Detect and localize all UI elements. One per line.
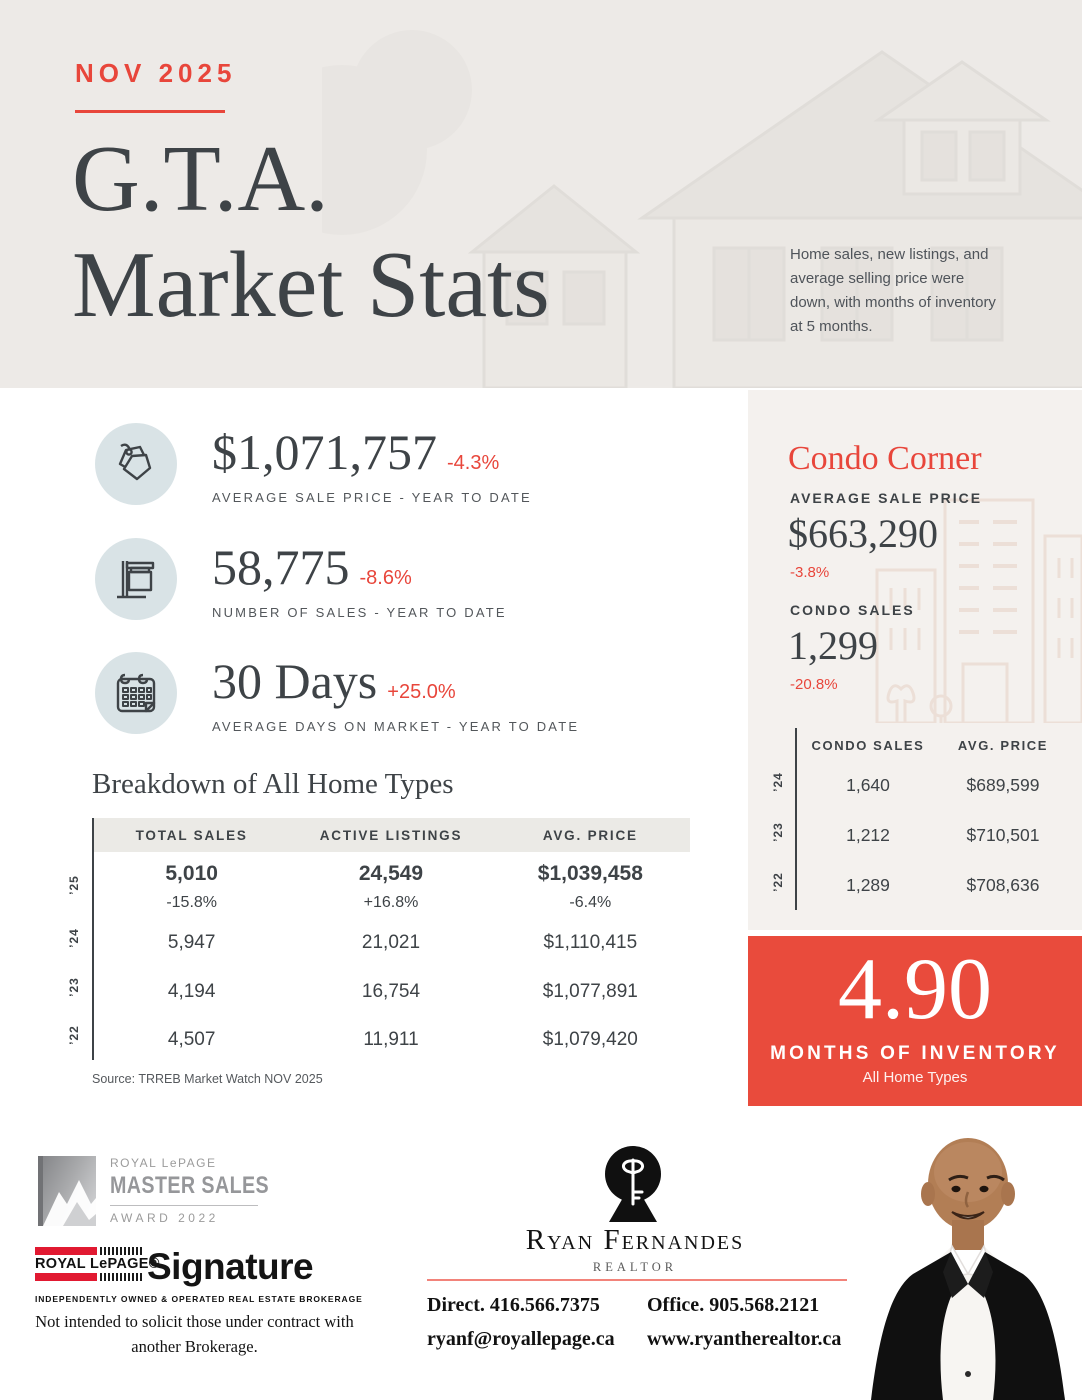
stat-change: +25.0% [387,681,456,703]
inventory-sublabel: All Home Types [862,1069,968,1086]
condo-table-row-2022 [808,875,1078,896]
issue-date: NOV 2025 [75,58,237,88]
row-year-label: ’22 [67,1025,81,1045]
stat-value: 58,775 [212,539,350,595]
row-year-label: ’24 [771,772,785,792]
cell-condo-sales: 1,289 [846,875,890,895]
table-row-2023 [92,981,690,1003]
cell-avg-price: $1,039,458 [537,862,643,885]
cell-active-listings: 16,754 [361,981,421,1002]
cell-total-sales-change: -15.8% [166,894,218,911]
column-header-condo-avg-price: AVG. PRICE [957,738,1049,753]
logo-stripe-pattern [100,1247,142,1255]
brokerage-tagline: INDEPENDENTLY OWNED & OPERATED REAL ESTATE BROKERAGE [35,1294,363,1304]
breakdown-table-header [92,818,690,852]
market-summary-text: Home sales, new listings, and average selling price were down, with months of inventory at 5 months. [790,246,996,335]
row-year-label: ’23 [67,977,81,997]
cell-condo-price: $710,501 [966,825,1040,845]
table-row-2024 [92,932,690,954]
inventory-value: 4.90 [838,941,992,1038]
condo-avg-price-change: -3.8% [790,564,830,581]
logo-red-bar [35,1247,97,1255]
condo-table-year-axis-line [795,728,797,910]
condo-avg-price-label: AVERAGE SALE PRICE [790,490,983,506]
cell-condo-sales: 1,212 [846,825,890,845]
keyhole-monogram-logo [601,1146,665,1227]
royal-lepage-logo [35,1247,160,1281]
condo-sales-change: -20.8% [790,676,838,693]
stat-change: -8.6% [359,567,412,589]
direct-phone: Direct. 416.566.7375 [427,1294,600,1316]
cell-active-listings: 11,911 [363,1029,419,1050]
master-sales-award [38,1156,304,1226]
stat-label: AVERAGE SALE PRICE - YEAR TO DATE [212,490,532,505]
row-year-label: ’22 [771,872,785,892]
brokerage-name: Signature [147,1246,314,1287]
table-row-2025-changes [92,894,690,912]
column-header-total-sales: TOTAL SALES [135,827,248,843]
stat-number-of-sales [95,538,507,620]
cell-condo-price: $689,599 [966,775,1040,795]
contact-divider-line [427,1279,847,1281]
logo-red-bar [35,1273,97,1281]
agent-name: Ryan Fernandes [525,1224,745,1256]
brokerage-brand: ROYAL LePAGE® [35,1256,160,1272]
solicitation-disclaimer: Not intended to solicit those under contract with another Brokerage. [35,1312,354,1356]
cell-total-sales: 4,194 [167,981,216,1002]
date-underline [75,110,225,113]
mountain-award-icon [38,1156,96,1226]
website-link[interactable]: www.ryantherealtor.ca [647,1328,842,1350]
cell-active-listings-change: +16.8% [363,894,419,911]
cell-avg-price: $1,079,420 [542,1029,638,1050]
stat-value: 30 Days [212,653,378,709]
logo-stripe-pattern [100,1273,142,1281]
sale-sign-icon [95,538,177,620]
cell-condo-sales: 1,640 [846,775,890,795]
column-header-active-listings: ACTIVE LISTINGS [319,827,463,843]
cell-avg-price: $1,077,891 [542,981,638,1002]
row-year-label: ’24 [67,928,81,948]
page-title-line2: Market Stats [72,233,550,338]
stat-days-on-market [95,652,579,734]
stat-change: -4.3% [447,452,500,474]
table-row-2025-values [92,862,690,886]
cell-active-listings: 24,549 [358,862,424,885]
source-note: Source: TRREB Market Watch NOV 2025 [92,1072,323,1086]
header-band [0,0,1082,388]
months-of-inventory-box [748,936,1082,1106]
row-year-label: ’23 [771,822,785,842]
stat-value: $1,071,757 [212,424,437,480]
condo-sales-label: CONDO SALES [790,602,915,618]
price-tags-icon [95,423,177,505]
stat-label: NUMBER OF SALES - YEAR TO DATE [212,605,507,620]
row-year-label: ’25 [67,875,81,895]
table-row-2022 [92,1029,690,1051]
award-brand: ROYAL LePAGE [110,1156,217,1170]
condo-corner-panel [748,390,1082,930]
inventory-label: MONTHS OF INVENTORY [770,1043,1060,1064]
column-header-avg-price: AVG. PRICE [542,827,638,843]
stat-label: AVERAGE DAYS ON MARKET - YEAR TO DATE [212,719,580,734]
condo-avg-price-value: $663,290 [788,511,938,556]
contact-block [427,1290,857,1355]
cell-active-listings: 21,021 [361,932,421,953]
agent-role: REALTOR [592,1260,678,1274]
cell-total-sales: 5,947 [167,932,216,953]
award-year: AWARD 2022 [110,1211,219,1225]
calendar-icon [95,652,177,734]
column-header-condo-sales: CONDO SALES [811,738,925,753]
cell-condo-price: $708,636 [966,875,1040,895]
award-title: MASTER SALES [110,1172,270,1199]
stat-average-sale-price [95,423,532,505]
page-title-line1: G.T.A. [72,127,329,231]
page-title [72,126,550,338]
cell-total-sales: 4,507 [167,1029,216,1050]
condo-table-row-2023 [808,825,1078,846]
award-divider [110,1205,258,1206]
breakdown-title: Breakdown of All Home Types [92,768,454,800]
cell-avg-price: $1,110,415 [543,932,638,953]
email-link[interactable]: ryanf@royallepage.ca [427,1328,615,1350]
cell-total-sales: 5,010 [165,862,218,885]
condo-table-header [808,738,1078,753]
agent-photo [855,1122,1082,1400]
condo-table-row-2024 [808,775,1078,796]
cell-avg-price-change: -6.4% [569,894,612,911]
condo-corner-title: Condo Corner [788,440,982,477]
condo-sales-value: 1,299 [788,623,878,668]
office-phone: Office. 905.568.2121 [647,1294,820,1316]
